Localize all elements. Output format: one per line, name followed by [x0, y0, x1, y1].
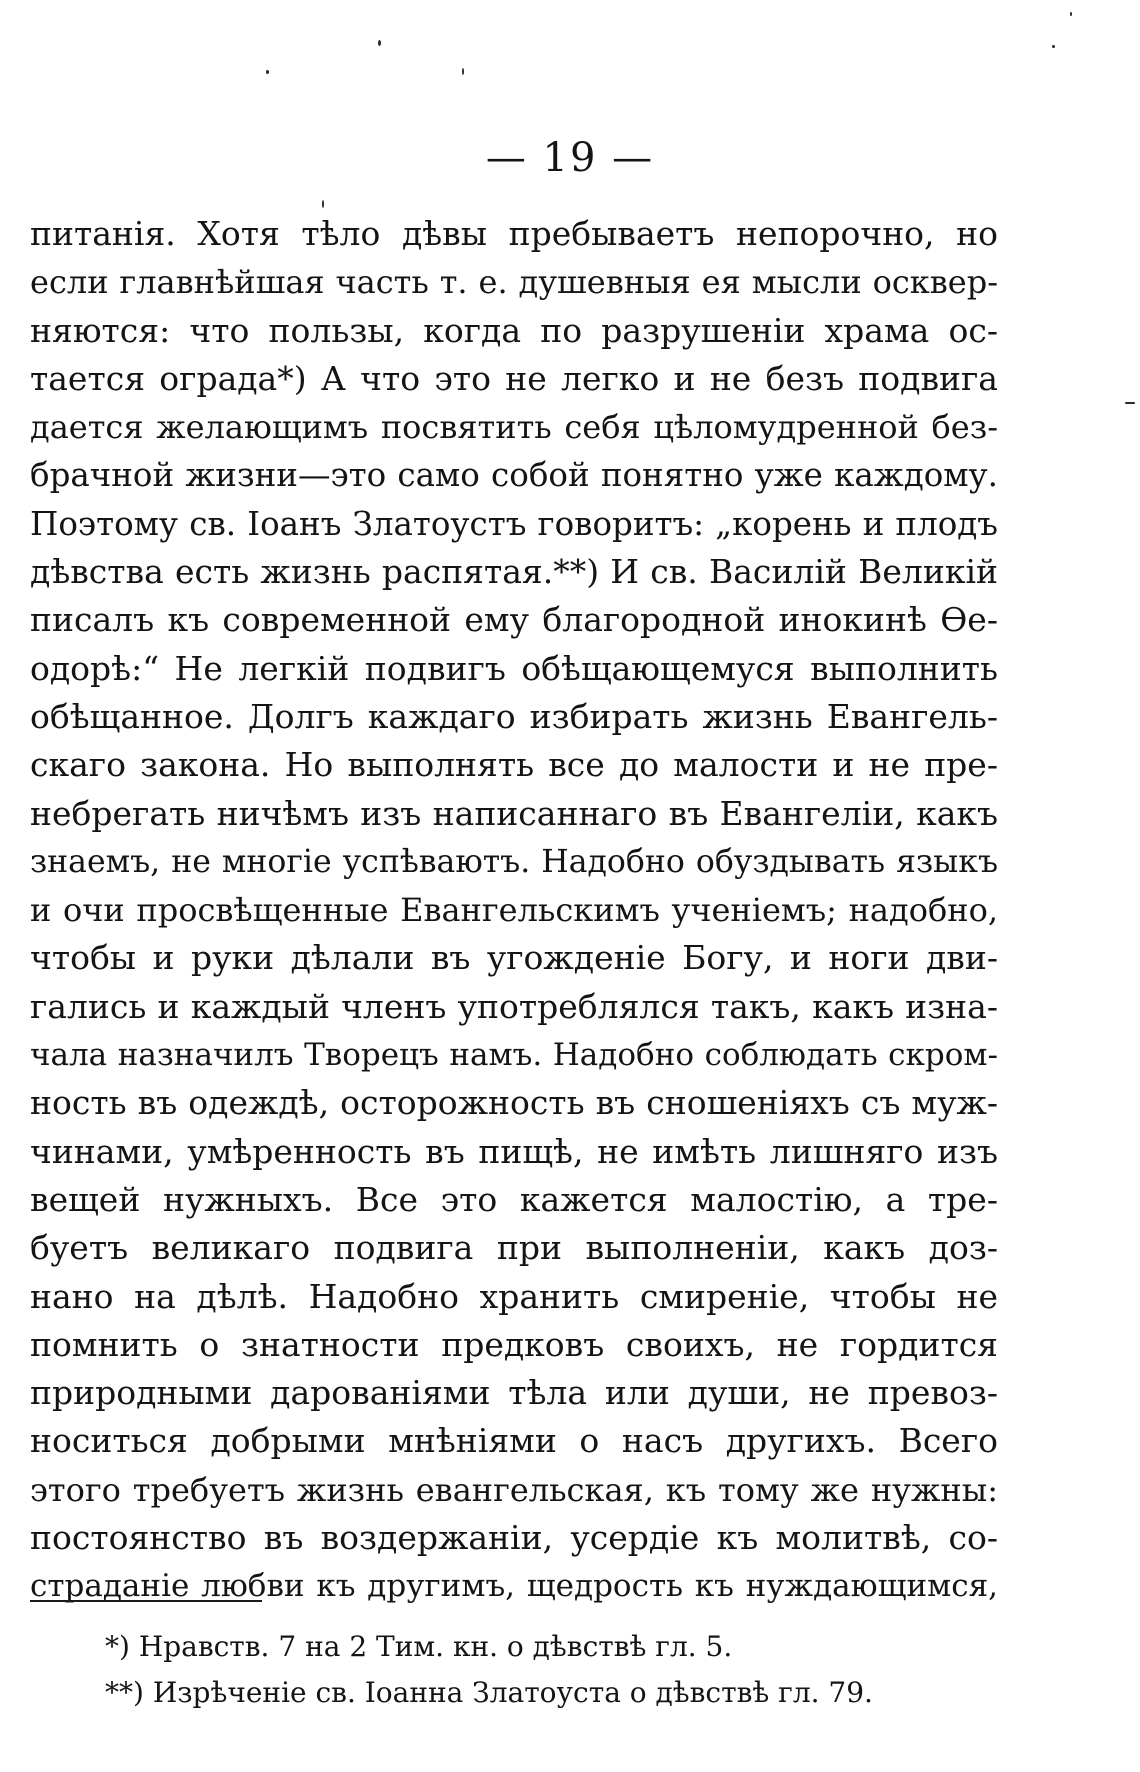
- text-line: няются: что пользы, когда по разрушеніи храма ос-: [30, 310, 998, 350]
- speck: [266, 70, 269, 74]
- page-number: — 19 —: [485, 135, 655, 181]
- text-line: Поэтому св. Іоанъ Златоустъ говоритъ: „корень и плодъ: [30, 504, 998, 543]
- text-line: вещей нужныхъ. Все это кажется малостію, а тре-: [30, 1179, 998, 1219]
- speck: [462, 68, 464, 75]
- text-line: гались и каждый членъ употреблялся такъ, какъ изна-: [30, 986, 998, 1026]
- speck: [1070, 12, 1072, 16]
- text-line: помнить о знатности предковъ своихъ, не гордится: [30, 1324, 998, 1364]
- speck: [1052, 45, 1055, 48]
- text-line: этого требуетъ жизнь евангельская, къ тому же нужны:: [30, 1470, 998, 1509]
- body-text: [30, 210, 998, 1611]
- text-line: дѣвства есть жизнь распятая.**) И св. Василій Великій: [30, 552, 998, 592]
- text-line: одорѣ:“ Не легкій подвигъ обѣщающемуся выполнить: [30, 648, 998, 688]
- text-line: если главнѣйшая часть т. е. душевныя ея мысли осквер-: [30, 263, 998, 302]
- text-line: скаго закона. Но выполнять все до малости и не пре-: [30, 745, 998, 785]
- text-line: чинами, умѣренность въ пищѣ, не имѣть лишняго изъ: [30, 1131, 998, 1171]
- text-line: брачной жизни—это само собой понятно уже каждому.: [30, 456, 998, 495]
- text-line: страданіе любви къ другимъ, щедрость къ нуждающимся,: [30, 1568, 998, 1605]
- text-line: чала назначилъ Творецъ намъ. Надобно соблюдать скром-: [30, 1037, 998, 1074]
- text-line: дается желающимъ посвятить себя цѣломудренной без-: [30, 408, 998, 447]
- footnotes: [105, 1624, 1005, 1716]
- text-line: и очи просвѣщенные Евангельскимъ ученіемъ; надобно,: [30, 891, 998, 930]
- text-line: ность въ одеждѣ, осторожность въ сношеніяхъ съ муж-: [30, 1083, 998, 1123]
- text-line: небрегать ничѣмъ изъ написаннаго въ Евангеліи, какъ: [30, 793, 998, 833]
- footnote-1: *) Нравств. 7 на 2 Тим. кн. о дѣвствѣ гл. 5.: [105, 1630, 733, 1663]
- text-line: тается ограда*) А что это не легко и не безъ подвига: [30, 358, 998, 398]
- text-line: питанія. Хотя тѣло дѣвы пребываетъ непорочно, но: [30, 214, 998, 253]
- speck: [1125, 402, 1135, 404]
- footnote-2: **) Изрѣченіе св. Іоанна Златоуста о дѣвствѣ гл. 79.: [105, 1676, 873, 1709]
- text-line: носиться добрыми мнѣніями о насъ другихъ. Всего: [30, 1421, 998, 1461]
- text-line: обѣщанное. Долгъ каждаго избирать жизнь Евангель-: [30, 696, 998, 736]
- text-line: природными дарованіями тѣла или души, не превоз-: [30, 1373, 998, 1413]
- footnote-divider: [30, 1600, 262, 1602]
- text-line: постоянство въ воздержаніи, усердіе къ молитвѣ, со-: [30, 1518, 998, 1558]
- text-line: чтобы и руки дѣлали въ угожденіе Богу, и ноги дви-: [30, 938, 998, 978]
- text-line: нано на дѣлѣ. Надобно хранить смиреніе, чтобы не: [30, 1276, 998, 1316]
- text-line: писалъ къ современной ему благородной инокинѣ Ѳе-: [30, 600, 998, 640]
- speck: [322, 200, 324, 208]
- text-line: знаемъ, не многіе успѣваютъ. Надобно обуздывать языкъ: [30, 843, 998, 880]
- speck: [378, 40, 381, 46]
- text-line: буетъ великаго подвига при выполненіи, какъ доз-: [30, 1228, 998, 1268]
